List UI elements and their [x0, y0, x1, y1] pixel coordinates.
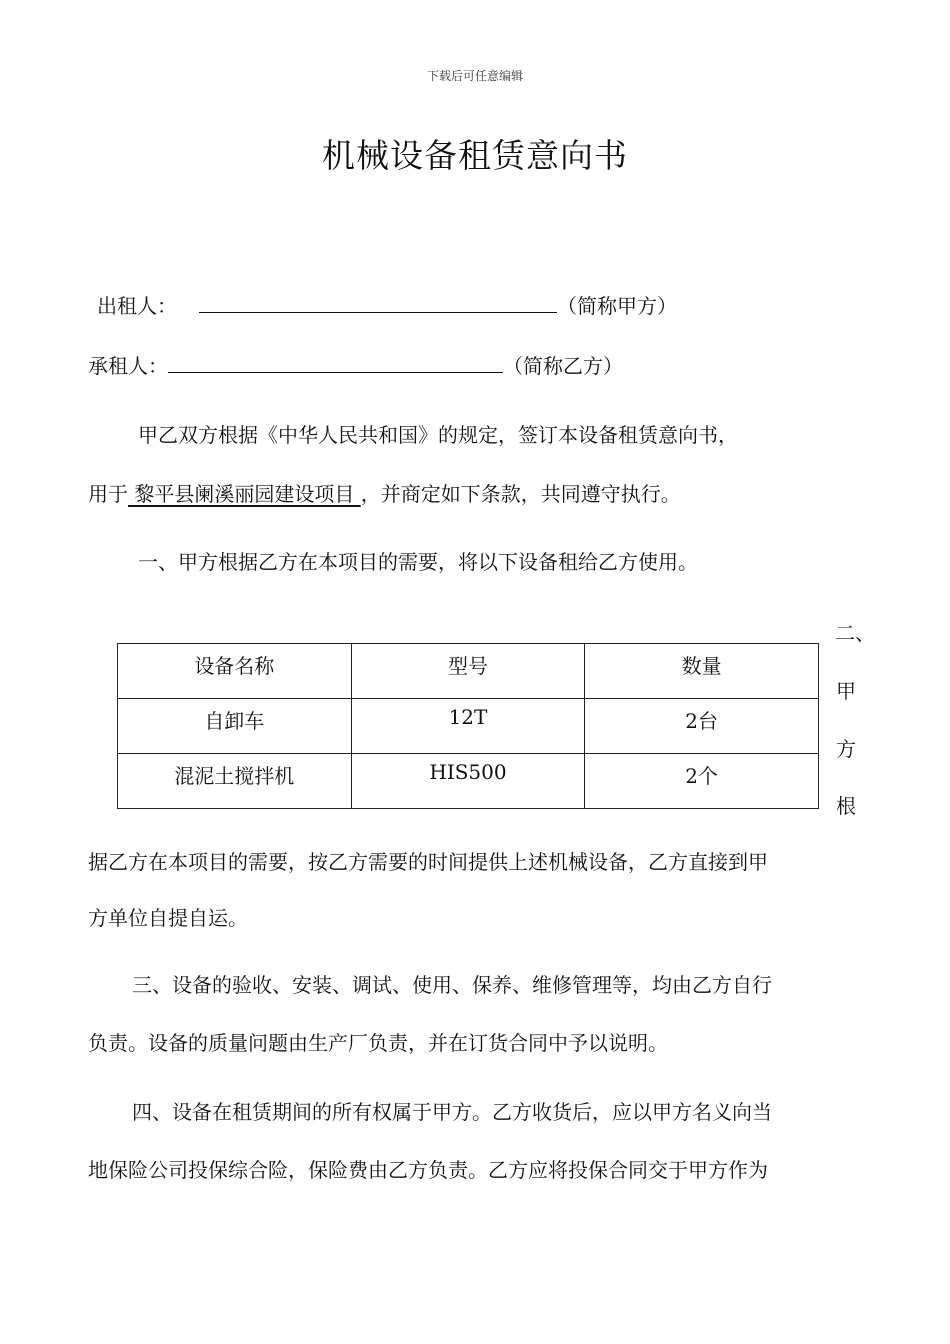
table-cell: 混泥土搅拌机 — [118, 754, 352, 809]
lessor-suffix: （简称甲方） — [557, 294, 677, 318]
document-title: 机械设备租赁意向书 — [322, 136, 628, 175]
intro-line-2 — [88, 479, 681, 509]
clause-2-side-char: 根 — [836, 794, 856, 818]
table-cell: 12T — [351, 699, 585, 754]
lessee-label: 承租人： — [88, 354, 168, 378]
clause-3-line-1: 三、设备的验收、安装、调试、使用、保养、维修管理等，均由乙方自行 — [132, 973, 772, 997]
intro-line-1: 甲乙双方根据《中华人民共和国》的规定，签订本设备租赁意向书， — [138, 423, 738, 447]
clause-2-side-char: 二、 — [835, 621, 875, 645]
project-name: 黎平县阑溪丽园建设项目 — [128, 482, 361, 506]
lessee-suffix: （简称乙方） — [503, 354, 623, 378]
clause-4-line-2: 地保险公司投保综合险，保险费由乙方负责。乙方应将投保合同交于甲方作为 — [88, 1158, 768, 1182]
header-note: 下载后可任意编辑 — [426, 69, 523, 83]
table-row — [118, 699, 819, 754]
clause-3-line-2: 负责。设备的质量问题由生产厂负责，并在订货合同中予以说明。 — [88, 1031, 668, 1055]
table-cell: 2个 — [585, 754, 819, 809]
clause-2-line-2: 方单位自提自运。 — [88, 906, 248, 930]
clause-4-line-1: 四、设备在租赁期间的所有权属于甲方。乙方收货后，应以甲方名义向当 — [132, 1100, 772, 1124]
clause-1: 一、甲方根据乙方在本项目的需要，将以下设备租给乙方使用。 — [138, 550, 698, 574]
table-header-cell: 型号 — [351, 644, 585, 699]
clause-2-side-char: 方 — [836, 737, 856, 761]
table-header-cell: 数量 — [585, 644, 819, 699]
lessor-label: 出租人： — [97, 294, 177, 318]
table-cell: 自卸车 — [118, 699, 352, 754]
intro-suffix: ，并商定如下条款，共同遵守执行。 — [360, 482, 681, 506]
clause-2-line-1: 据乙方在本项目的需要，按乙方需要的时间提供上述机械设备，乙方直接到甲 — [88, 850, 768, 874]
table-row — [118, 754, 819, 809]
lessee-name-blank[interactable] — [168, 350, 503, 373]
lessor-name-blank[interactable] — [199, 290, 557, 313]
intro-prefix: 用于 — [88, 482, 128, 506]
table-header-cell: 设备名称 — [118, 644, 352, 699]
table-cell: 2台 — [585, 699, 819, 754]
lessee-line — [88, 350, 623, 381]
clause-2-side-char: 甲 — [836, 679, 856, 703]
table-cell: HIS500 — [351, 754, 585, 809]
lessor-line — [97, 290, 677, 321]
table-header-row — [118, 644, 819, 699]
equipment-table — [117, 643, 819, 809]
